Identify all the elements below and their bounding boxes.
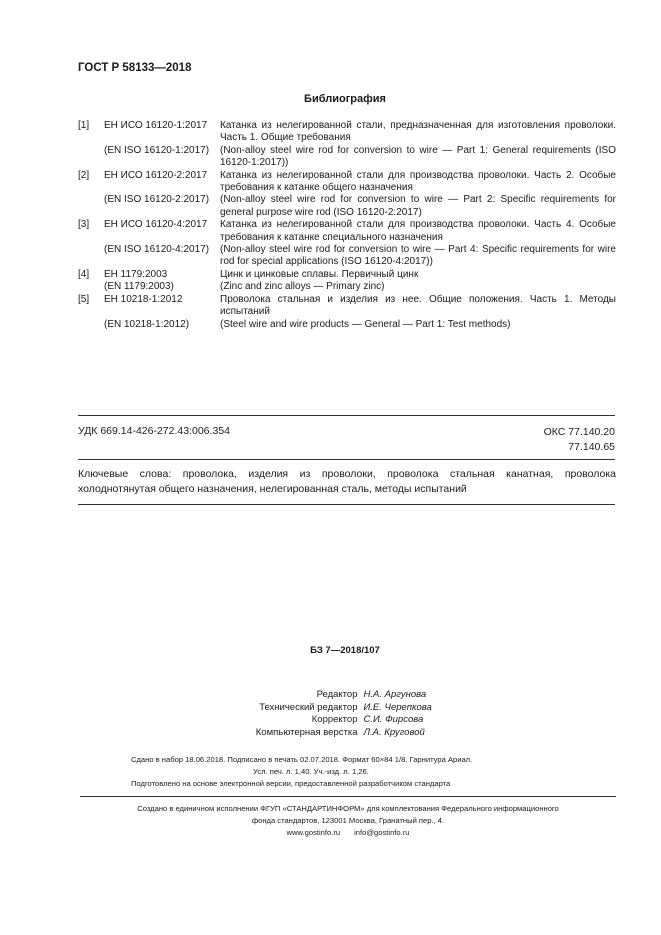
bib-entry-code: (EN ISO 16120-4:2017)	[104, 244, 210, 256]
bib-entry-number	[78, 281, 104, 293]
print-info-line-1: Сдано в набор 18.06.2018. Подписано в печать 02.07.2018. Формат 60×84 1/8. Гарнитура Ариал.	[131, 755, 473, 764]
credit-name: И.Е. Черепкова	[363, 701, 432, 713]
divider-publisher	[80, 796, 616, 797]
bib-entry	[78, 269, 616, 281]
bz-number: БЗ 7—2018/107	[310, 645, 380, 656]
bib-entry-en	[78, 194, 616, 219]
bib-entry-title: Катанка из нелегированной стали, предназначенная для изготовления проволоки. Часть 1. Общие требования	[220, 120, 616, 144]
oks-code-2: 77.140.65	[568, 441, 615, 453]
bib-entry-code: (EN 1179:2003)	[104, 281, 174, 293]
credit-row	[0, 702, 661, 715]
publisher-contacts	[80, 827, 616, 839]
publisher-line-2: фонда стандартов, 123001 Москва, Гранатный пер., 4.	[251, 816, 445, 825]
credit-row	[0, 689, 661, 702]
bib-entry-title: (Non-alloy steel wire rod for conversion to wire — Part 2: Specific requirements for general purpose wire rod (ISO 16120-2:2017)	[220, 194, 616, 218]
bib-entry-number: [5]	[78, 293, 90, 305]
bib-entry-number: [2]	[78, 169, 90, 181]
credit-role: Технический редактор	[259, 701, 358, 713]
bib-entry-number	[78, 244, 104, 269]
bib-entry-en	[78, 319, 616, 331]
bib-entry-title: (Non-alloy steel wire rod for conversion to wire — Part 4: Specific requirements for wire rod for special applications (ISO 16120-4:2017))	[220, 244, 616, 268]
bib-entry-code: ЕН ИСО 16120-2:2017	[104, 169, 208, 181]
bib-entry-title: (Non-alloy steel wire rod for conversion to wire — Part 1: General requirements (ISO 16120-1:2017))	[220, 144, 616, 169]
bib-entry-code: ЕН ИСО 16120-1:2017	[104, 120, 208, 131]
divider-top	[78, 415, 615, 416]
credit-name: С.И. Фирсова	[363, 714, 424, 725]
print-info-line-2: Усл. печ. л. 1,40. Уч.-изд. л. 1,26.	[253, 767, 369, 776]
bib-entry-title: Катанка из нелегированной стали для производства проволоки. Часть 2. Особые требования к катанке общего назначения	[220, 169, 616, 194]
credit-row	[0, 727, 661, 740]
print-info-line-3: Подготовлено на основе электронной версии, предоставленной разработчиком стандарта	[131, 779, 451, 788]
bib-entry-en	[78, 281, 616, 293]
bib-entry-code: (EN ISO 16120-1:2017)	[104, 144, 210, 156]
divider-keywords-top	[78, 459, 615, 460]
credit-role: Корректор	[311, 714, 358, 725]
publisher-line-1: Создано в единичном исполнении ФГУП «СТАНДАРТИНФОРМ» для комплектования Федерального информационного	[137, 804, 559, 813]
bib-entry-number: [4]	[78, 268, 90, 280]
bibliography-list	[78, 120, 616, 331]
oks-code-1: ОКС 77.140.20	[543, 426, 615, 438]
udk-code: УДК 669.14-426-272.43:006.354	[78, 425, 230, 437]
divider-keywords-bottom	[78, 504, 615, 505]
bib-entry-en	[78, 244, 616, 269]
bib-entry-code: ЕН 10218-1:2012	[104, 293, 183, 305]
bib-entry	[78, 170, 616, 195]
bib-entry-title: Проволока стальная и изделия из нее. Общие положения. Часть 1. Методы испытаний	[220, 293, 616, 318]
credit-row	[0, 714, 661, 727]
bibliography-title: Библиография	[304, 93, 386, 105]
bib-entry-code: ЕН ИСО 16120-4:2017	[104, 219, 208, 231]
bib-entry-number	[78, 145, 104, 170]
bib-entry-title: Катанка из нелегированной стали для производства проволоки. Часть 4. Особые требования к катанке специального назначения	[220, 219, 616, 243]
credits	[0, 689, 661, 739]
bib-entry	[78, 294, 616, 319]
bib-entry-title: Цинк и цинковые сплавы. Первичный цинк	[220, 268, 419, 280]
website-link[interactable]: www.gostinfo.ru	[286, 828, 341, 837]
bib-entry-title: (Zinc and zinc alloys — Primary zinc)	[220, 281, 385, 293]
bib-entry-code: (EN ISO 16120-2:2017)	[104, 194, 210, 206]
credit-name: Л.А. Круговой	[363, 726, 425, 738]
bib-entry	[78, 219, 616, 244]
bib-entry-number	[78, 319, 104, 331]
bib-entry	[78, 120, 616, 145]
credit-name: Н.А. Аргунова	[363, 689, 427, 700]
print-info	[100, 754, 600, 790]
bib-entry-title: (Steel wire and wire products — General — Part 1: Test methods)	[220, 318, 511, 330]
bib-entry-en	[78, 145, 616, 170]
standard-code: ГОСТ Р 58133—2018	[78, 62, 192, 74]
bib-entry-code: ЕН 1179:2003	[104, 268, 168, 280]
oks-codes	[544, 425, 615, 455]
credit-role: Редактор	[316, 689, 358, 700]
bib-entry-number: [3]	[78, 219, 90, 231]
publisher-info	[80, 803, 616, 839]
email-link[interactable]: info@gostinfo.ru	[354, 828, 410, 837]
bib-entry-number	[78, 194, 104, 219]
keywords: Ключевые слова: проволока, изделия из проволоки, проволока стальная канатная, проволока холоднотянутая общего назначения, нелегированная сталь, методы испытаний	[78, 468, 616, 495]
bib-entry-code: (EN 10218-1:2012)	[104, 318, 190, 330]
bib-entry-number: [1]	[78, 120, 90, 131]
credit-role: Компьютерная верстка	[255, 726, 358, 738]
